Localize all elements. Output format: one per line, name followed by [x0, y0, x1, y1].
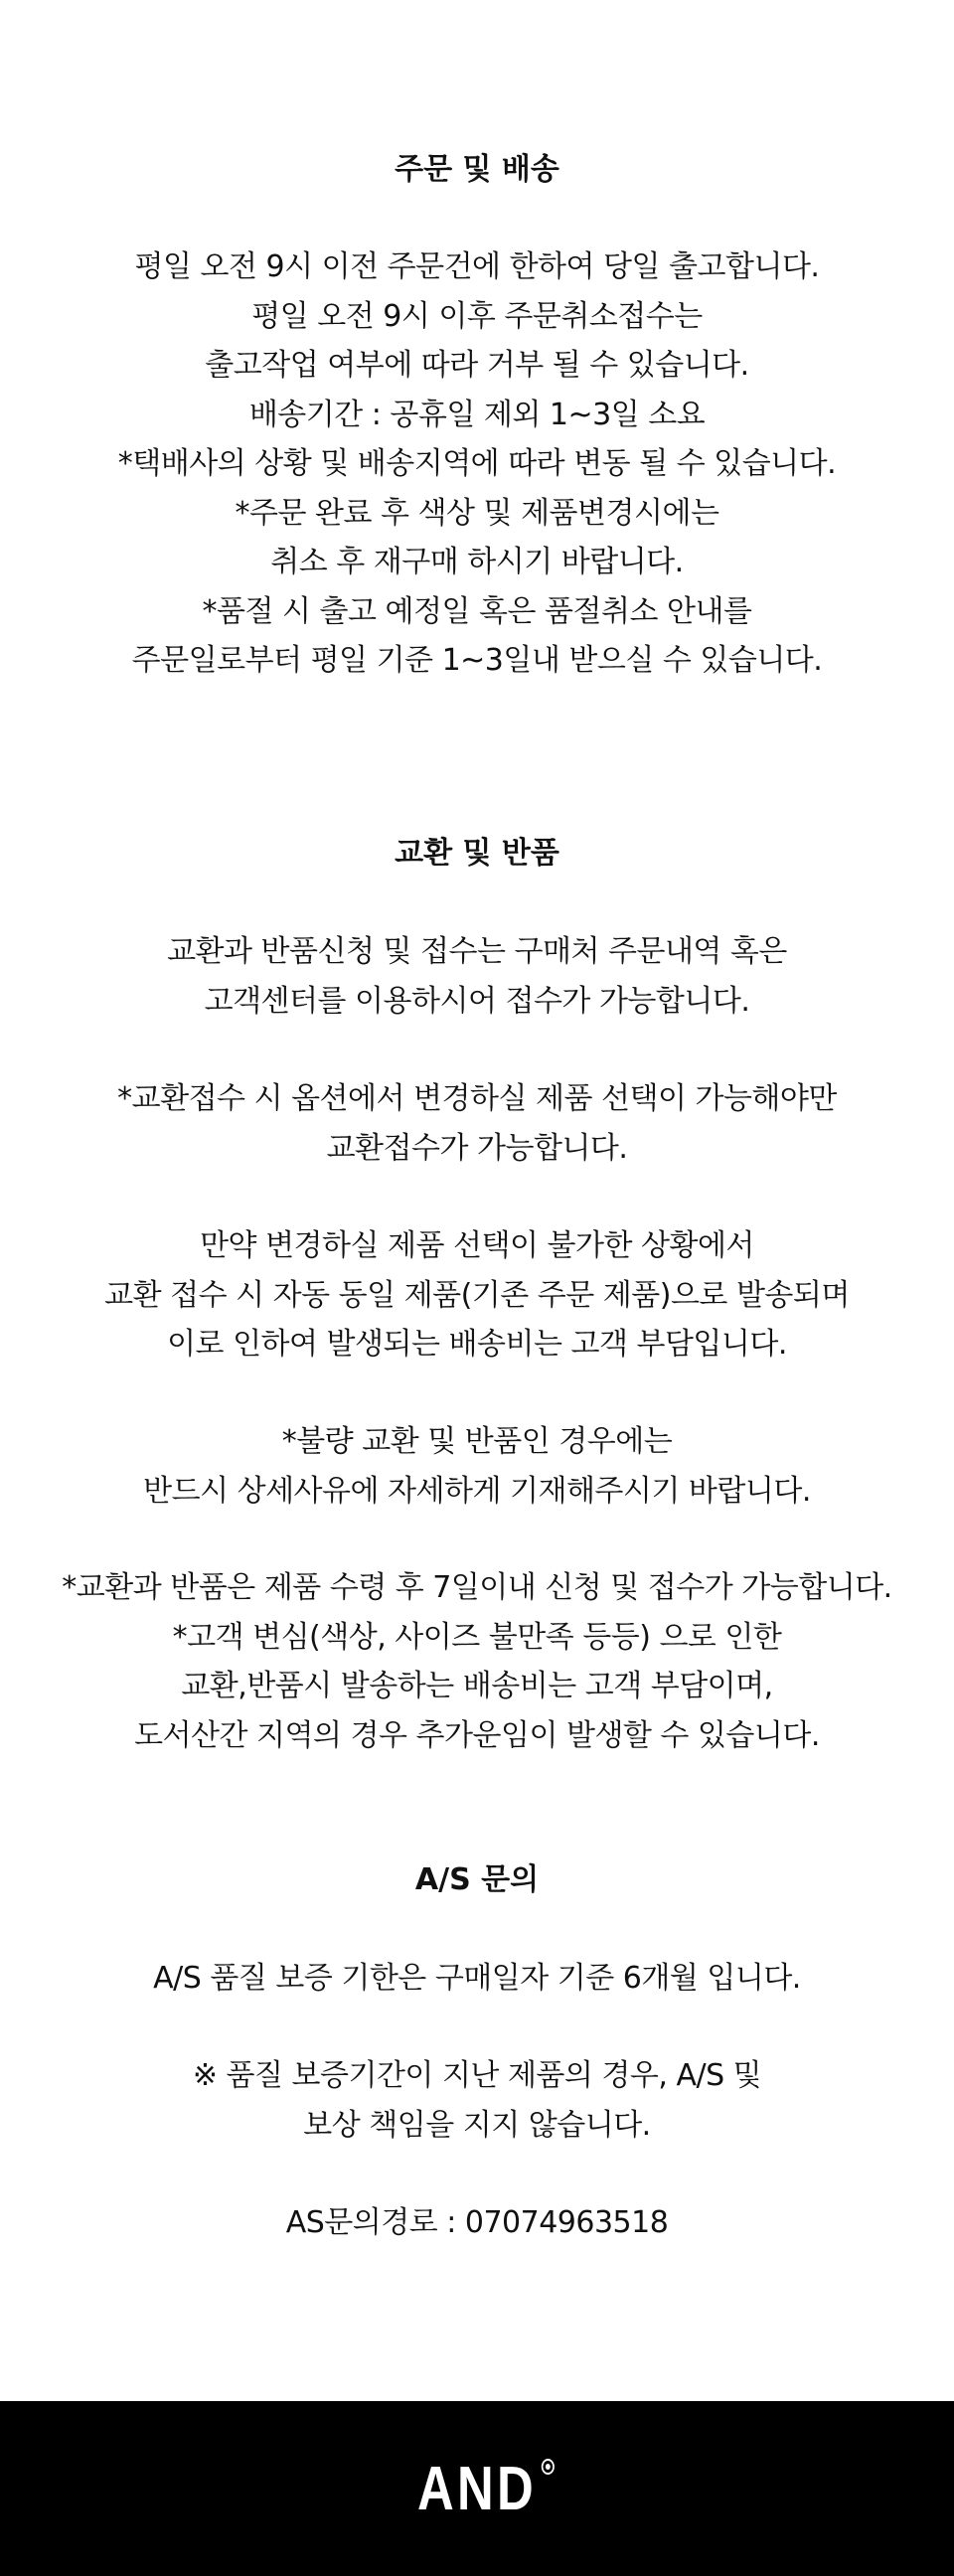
- text-line: A/S 품질 보증 기한은 구매일자 기준 6개월 입니다.: [153, 1961, 801, 1996]
- text-line: 출고작업 여부에 따라 거부 될 수 있습니다.: [205, 348, 749, 383]
- exchange-return-title: 교환 및 반품: [395, 836, 559, 871]
- text-line: ※ 품질 보증기간이 지난 제품의 경우, A/S 및: [192, 2058, 762, 2093]
- logo-mark: [417, 2455, 537, 2524]
- text-line: 평일 오전 9시 이전 주문건에 한하여 당일 출고합니다.: [134, 249, 820, 284]
- footer: [0, 2401, 954, 2576]
- text-line: 반드시 상세사유에 자세하게 기재해주시기 바랍니다.: [143, 1473, 811, 1509]
- text-line: *교환접수 시 옵션에서 변경하실 제품 선택이 가능해야만: [117, 1081, 837, 1116]
- exchange-return-block-2: [0, 1074, 954, 1173]
- text-line: 도서산간 지역의 경우 추가운임이 발생할 수 있습니다.: [134, 1717, 820, 1753]
- as-phone-line: AS문의경로 : 07074963518: [285, 2205, 669, 2240]
- order-shipping-title: 주문 및 배송: [395, 152, 559, 187]
- text-line: *택배사의 상황 및 배송지역에 따라 변동 될 수 있습니다.: [117, 446, 837, 481]
- as-inquiry-block-2: [0, 2051, 954, 2150]
- text-line: 교환,반품시 발송하는 배송비는 고객 부담이며,: [181, 1669, 773, 1703]
- text-line: 이로 인하여 발생되는 배송비는 고객 부담입니다.: [167, 1327, 787, 1362]
- brand-logo: [85, 2455, 868, 2524]
- as-inquiry-title: A/S 문의: [414, 1862, 540, 1897]
- brand-name: AND: [416, 2455, 537, 2523]
- text-line: *고객 변심(색상, 사이즈 불만족 등등) 으로 인한: [172, 1619, 782, 1655]
- text-line: 교환과 반품신청 및 접수는 구매처 주문내역 혹은: [167, 934, 787, 969]
- text-line: 주문일로부터 평일 기준 1~3일내 받으실 수 있습니다.: [131, 643, 823, 678]
- exchange-return-block-1: [0, 927, 954, 1026]
- text-line: 배송기간 : 공휴일 제외 1~3일 소요: [248, 397, 706, 432]
- text-line: 고객센터를 이용하시어 접수가 가능합니다.: [204, 983, 750, 1019]
- registered-icon: [542, 2459, 555, 2475]
- text-line: *불량 교환 및 반품인 경우에는: [281, 1424, 673, 1459]
- text-line: 교환접수가 가능합니다.: [326, 1130, 628, 1166]
- text-line: 평일 오전 9시 이후 주문취소접수는: [251, 298, 703, 334]
- text-line: 보상 책임을 지지 않습니다.: [303, 2107, 651, 2143]
- as-inquiry-block-1: [0, 1954, 954, 2004]
- exchange-return-block-3: [0, 1221, 954, 1369]
- text-line: 만약 변경하실 제품 선택이 불가한 상황에서: [200, 1228, 754, 1263]
- exchange-return-block-5: [0, 1563, 954, 1760]
- as-inquiry-block-3: [0, 2198, 954, 2248]
- text-line: 교환 접수 시 자동 동일 제품(기존 주문 제품)으로 발송되며: [104, 1277, 850, 1313]
- exchange-return-block-4: [0, 1417, 954, 1516]
- text-line: *품절 시 출고 예정일 혹은 품절취소 안내를: [202, 593, 752, 629]
- order-shipping-text: [0, 242, 954, 686]
- text-line: *주문 완료 후 색상 및 제품변경시에는: [235, 495, 719, 531]
- text-line: *교환과 반품은 제품 수령 후 7일이내 신청 및 접수가 가능합니다.: [62, 1570, 892, 1605]
- text-line: 취소 후 재구매 하시기 바랍니다.: [270, 545, 684, 579]
